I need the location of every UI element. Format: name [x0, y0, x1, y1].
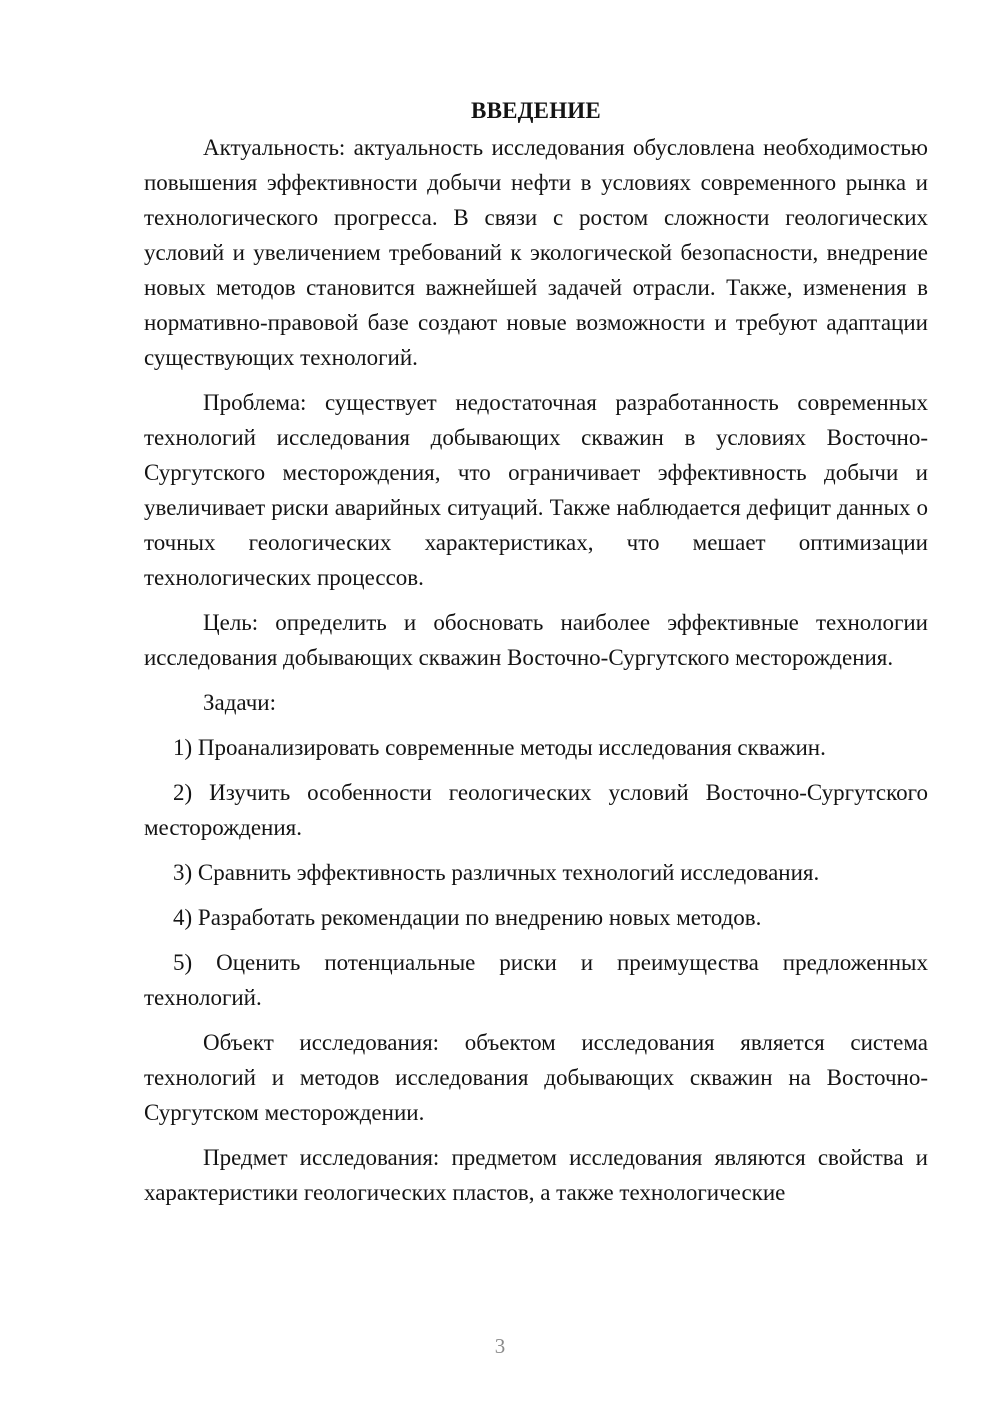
- task-item-3: 3) Сравнить эффективность различных технологий исследования.: [173, 860, 820, 885]
- page-number: 3: [494, 1334, 506, 1358]
- paragraph-problem: Проблема: существует недостаточная разработанность современных технологий исследования добывающих скважин в условиях Восточно-Сургутского месторождения, что ограничивает эффективность добычи и увеличивает риски аварийных ситуаций. Также наблюдается дефицит данных о точных геологических характеристиках, что мешает оптимизации технологических процессов.: [144, 390, 928, 590]
- task-item-1: 1) Проанализировать современные методы исследования скважин.: [173, 735, 826, 760]
- paragraph-relevance: Актуальность: актуальность исследования обусловлена необходимостью повышения эффективности добычи нефти в условиях современного рынка и технологического прогресса. В связи с ростом сложности геологических условий и увеличением требований к экологической безопасности, внедрение новых методов становится важнейшей задачей отрасли. Также, изменения в нормативно-правовой базе создают новые возможности и требуют адаптации существующих технологий.: [144, 135, 928, 370]
- task-item-4: 4) Разработать рекомендации по внедрению новых методов.: [173, 905, 762, 930]
- task-item-2: 2) Изучить особенности геологических условий Восточно-Сургутского месторождения.: [144, 780, 928, 840]
- paragraph-goal: Цель: определить и обосновать наиболее эффективные технологии исследования добывающих скважин Восточно-Сургутского месторождения.: [144, 610, 928, 670]
- paragraph-subject: Предмет исследования: предметом исследования являются свойства и характеристики геологических пластов, а также технологические: [144, 1145, 928, 1205]
- section-title: ВВЕДЕНИЕ: [471, 98, 601, 123]
- paragraph-object: Объект исследования: объектом исследования является система технологий и методов исследования добывающих скважин на Восточно-Сургутском месторождении.: [144, 1030, 928, 1125]
- task-item-5: 5) Оценить потенциальные риски и преимущества предложенных технологий.: [144, 950, 928, 1010]
- paragraph-tasks-heading: Задачи:: [203, 690, 276, 715]
